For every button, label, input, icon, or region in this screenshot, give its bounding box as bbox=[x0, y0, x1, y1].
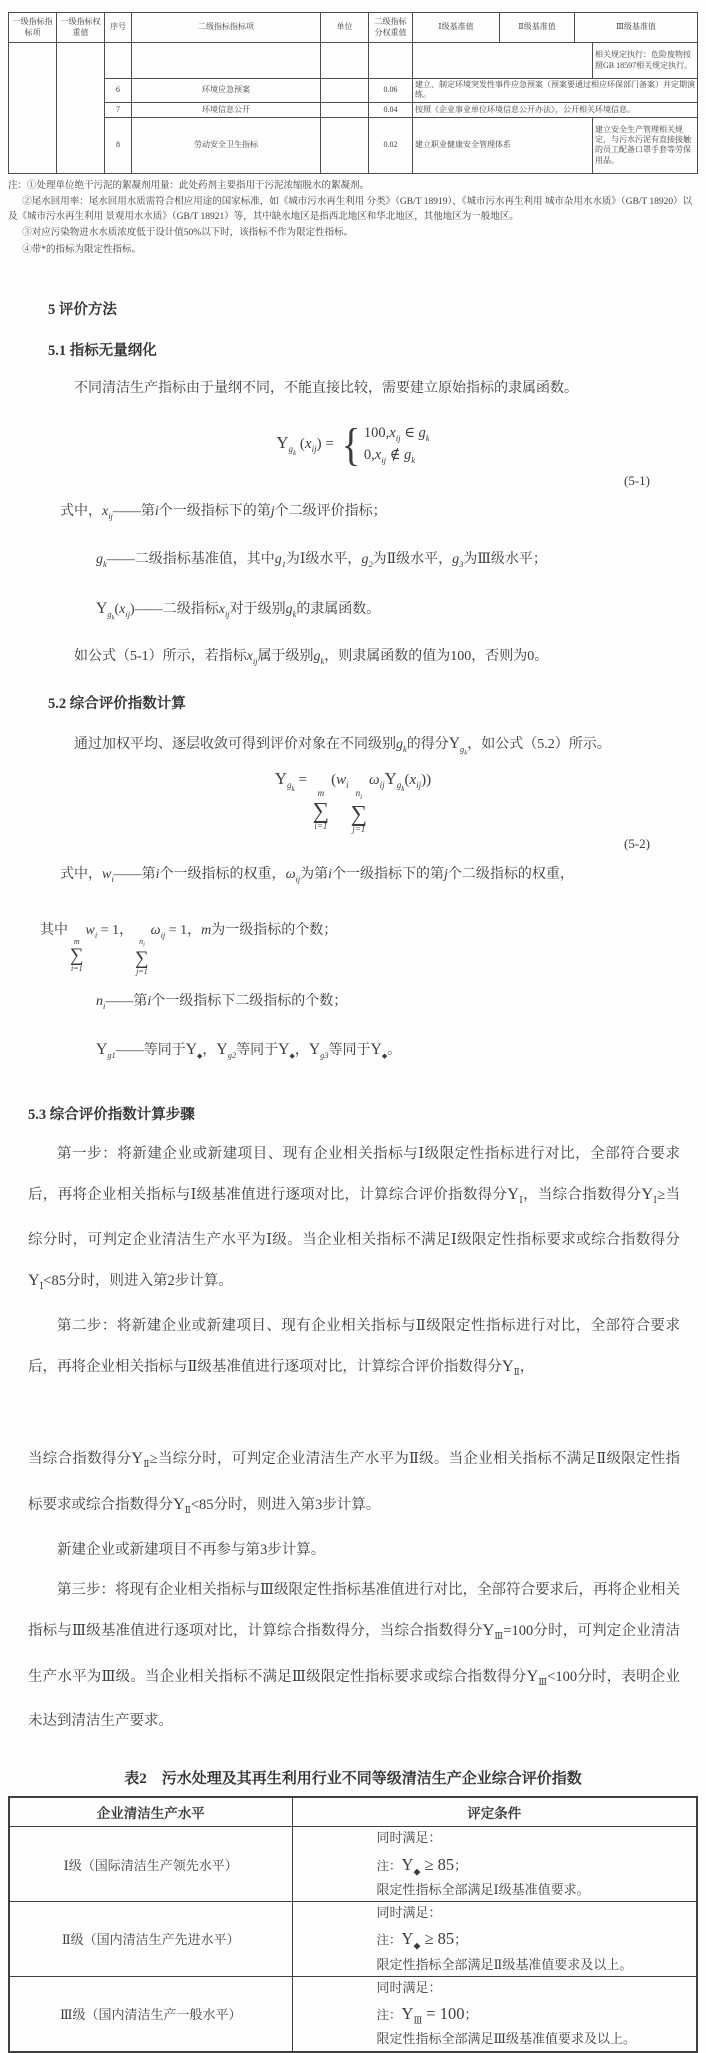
note-line-3: ③对应污染物进水水质浓度低于设计值50%以下时，该指标不作为限定性指标。 bbox=[22, 228, 354, 239]
note-line-4: ④带*的指标为限定性指标。 bbox=[22, 244, 142, 255]
evaluation-index-table bbox=[8, 1796, 698, 2052]
definition-gk: $g_k——$二级指标基准值，其中$g_1$为Ⅰ级水平，$g_2$为Ⅱ级水平，$g_3$为Ⅲ级水平； bbox=[96, 552, 547, 570]
cell-unit bbox=[321, 102, 369, 117]
cell-base12 bbox=[413, 43, 593, 79]
header-base-2: Ⅱ级基准值 bbox=[500, 13, 575, 43]
indicator-table bbox=[8, 12, 698, 174]
step-2-result-paragraph: 当综合指数得分$Y_Ⅱ\ge$当综分时，可判定企业清洁生产水平为Ⅱ级。当企业相关指标不满足Ⅱ级限定性指标要求或综合指数得分$Y_Ⅱ<85$分时，则进入第3步计算。 bbox=[28, 1448, 681, 1515]
condition-line-1: 同时满足： bbox=[376, 1905, 442, 1921]
definition-xij: 式中，$x_{ij}——$第i个一级指标下的第j个二级评价指标； bbox=[60, 503, 387, 521]
definition-membership-fn: $Y_{g_k}(x_{ij})——$二级指标$x_{ij}$对于级别$g_k$的隶属函数。 bbox=[96, 600, 381, 622]
step-2-paragraph: 第二步：将新建企业或新建项目、现有企业相关指标与Ⅱ级限定性指标进行对比，全部符合要求后，再将企业相关指标与Ⅱ级基准值进行逐项对比，计算综合评价指数得分$Y_Ⅱ$， bbox=[28, 1318, 680, 1377]
formula-5-1-label: (5-1) bbox=[624, 472, 650, 488]
table-notes bbox=[8, 179, 698, 258]
cell-level1-item bbox=[9, 43, 57, 174]
header-level2-weight: 二级指标分权重值 bbox=[369, 13, 413, 43]
cell-seq: 8 bbox=[105, 117, 132, 173]
cell-base: 建立、制定环境突发性事件应急预案（预案要通过相应环保部门备案）并定期演练。 bbox=[413, 79, 698, 103]
cell-seq: 6 bbox=[105, 79, 132, 103]
cell-base: 按照《企业事业单位环境信息公开办法》，公开相关环境信息。 bbox=[413, 102, 698, 117]
paragraph-5-1-conclusion: 如公式（5-1）所示，若指标$x_{ij}$属于级别$g_k$，则隶属函数的值为100，否则为0。 bbox=[74, 648, 549, 666]
header-level1-weight: 一级指标权重值 bbox=[57, 13, 105, 43]
paragraph-5-1-intro: 不同清洁生产指标由于量纲不同，不能直接比较，需要建立原始指标的隶属函数。 bbox=[74, 380, 578, 396]
paragraph-5-2-intro: 通过加权平均、逐层收敛可得到评价对象在不同级别$g_k$的得分$Y_{g_k}$，如公式（5.2）所示。 bbox=[74, 735, 611, 757]
step-1-paragraph: 第一步：将新建企业或新建项目、现有企业相关指标与Ⅰ级限定性指标进行对比，全部符合要求后，再将企业相关指标与Ⅰ级基准值进行逐项对比，计算综合评价指数得分$Y_Ⅰ$，当综合指数得分$Y_Ⅰ\ge$当综分时，可判定企业清洁生产水平为Ⅰ级。当企业相关指标不满足Ⅰ级限定性指标要求或综合指数得分$Y_Ⅰ<85$分时，则进入第2步计算。 bbox=[28, 1146, 680, 1292]
case-notin: $0,x_{ij}$ ∉ $g_k$ bbox=[363, 446, 416, 465]
table2-header-condition: 评定条件 bbox=[292, 1797, 697, 1827]
table2-condition-cell bbox=[292, 1902, 697, 1977]
definition-weight-sums: 其中 m ∑ i=1 $w_i = 1$， $n_i$ ∑ j=1 $\omega_{ij} = 1$，m为一级指标的个数； bbox=[40, 922, 338, 976]
section-5-3-heading: 5.3 综合评价指数计算步骤 bbox=[28, 1107, 195, 1124]
cell-base3: 相关规定执行：危险废物按照GB 18597相关规定执行。 bbox=[593, 43, 698, 79]
formula-5-2-label: (5-2) bbox=[624, 835, 650, 851]
cell-unit bbox=[321, 79, 369, 103]
table2-level-cell: Ⅲ级（国内清洁生产一般水平） bbox=[9, 1976, 292, 2051]
cell-weight bbox=[369, 43, 413, 79]
cell-item: 劳动安全卫生指标 bbox=[132, 117, 321, 173]
header-base-1: Ⅰ级基准值 bbox=[413, 13, 500, 43]
cell-weight: 0.04 bbox=[369, 102, 413, 117]
cases-brace: { bbox=[341, 418, 361, 470]
formula-5-1 bbox=[0, 413, 706, 487]
table2-header-level: 企业清洁生产水平 bbox=[9, 1797, 292, 1827]
condition-line-3: 限定性指标全部满足Ⅲ级基准值要求及以上。 bbox=[376, 2031, 637, 2047]
table-row-7 bbox=[9, 102, 698, 117]
definition-wi: 式中，$w_i——$第i个一级指标的权重，$\omega_{ij}$为第i个一级指标下的第j个二级指标的权重， bbox=[60, 866, 574, 884]
table2-condition-cell bbox=[292, 1827, 697, 1902]
table2-row-level2 bbox=[9, 1902, 697, 1977]
cell-unit bbox=[321, 43, 369, 79]
header-base-3: Ⅲ级基准值 bbox=[575, 13, 698, 43]
cell-seq: 7 bbox=[105, 102, 132, 117]
sum-over-j: $n_i$ ∑ j=1 bbox=[350, 788, 367, 834]
section-5-1-heading: 5.1 指标无量纲化 bbox=[48, 342, 157, 359]
cell-base12: 建立职业健康安全管理体系 bbox=[413, 117, 593, 173]
condition-line-3: 限定性指标全部满足Ⅰ级基准值要求。 bbox=[376, 1882, 590, 1898]
step-3-paragraph: 第三步：将现有企业相关指标与Ⅲ级限定性指标基准值进行对比，全部符合要求后，再将企业相关指标与Ⅲ级基准值进行逐项对比，计算综合指数得分，当综合指数得分$Y_Ⅲ=100$分时，可判定企业清洁生产水平为Ⅲ级。当企业相关指标不满足Ⅲ级限定性指标要求或综合指数得分$Y_Ⅲ<100$分时，表明企业未达到清洁生产要求。 bbox=[28, 1581, 680, 1730]
header-level2-item: 二级指标指标项 bbox=[132, 13, 321, 43]
note-line-2: ②尾水回用率：尾水回用水质需符合相应用途的国家标准，如《城市污水再生利用 分类》（GB/T 18919）、《城市污水再生利用 城市杂用水水质》（GB/T 18920）以及《城市污水再生利用 景观用水水质》（GB/T 18921）等，其中缺水地区是指西北地区和华北地区，其他地区为一般地区。 bbox=[8, 196, 693, 223]
condition-formula: 注：$Y_Ⅲ = 100$； bbox=[376, 2003, 478, 2026]
table2-level-cell: Ⅰ级（国际清洁生产领先水平） bbox=[9, 1827, 292, 1902]
table2-header-row bbox=[9, 1797, 697, 1827]
table-row-6 bbox=[9, 79, 698, 103]
formula-5-2-body: $Y_{g_k}$ = m ∑ i=1 ($w_i$ $n_i$ ∑ j=1 $\omega_{ij}Y_{g_k}(x_{ij})$) bbox=[274, 769, 432, 834]
condition-line-3: 限定性指标全部满足Ⅱ级基准值要求及以上。 bbox=[376, 1956, 633, 1972]
table2-row-level1 bbox=[9, 1827, 697, 1902]
sum-over-i: m ∑ i=1 bbox=[312, 788, 330, 832]
cell-item bbox=[132, 43, 321, 79]
definition-ni: $n_i——$第i个一级指标下二级指标的个数； bbox=[96, 993, 348, 1011]
indicator-table-header-row bbox=[9, 13, 698, 43]
cell-seq bbox=[105, 43, 132, 79]
table2-row-level3 bbox=[9, 1976, 697, 2051]
document-page bbox=[0, 12, 706, 2047]
table2-caption: 表2 污水处理及其再生利用行业不同等级清洁生产企业综合评价指数 bbox=[124, 1771, 582, 1788]
cell-weight: 0.02 bbox=[369, 117, 413, 173]
condition-line-1: 同时满足： bbox=[376, 1830, 442, 1846]
header-level1-item: 一级指标指标项 bbox=[9, 13, 57, 43]
condition-line-1: 同时满足： bbox=[376, 1979, 442, 1995]
cell-weight: 0.06 bbox=[369, 79, 413, 103]
table-row-continuation bbox=[9, 43, 698, 79]
header-unit: 单位 bbox=[321, 13, 369, 43]
formula-5-1-cases bbox=[364, 425, 430, 465]
table2-level-cell: Ⅱ级（国内清洁生产先进水平） bbox=[9, 1902, 292, 1977]
header-seq: 序号 bbox=[105, 13, 132, 43]
step-3-exclusion-note: 新建企业或新建项目不再参与第3步计算。 bbox=[57, 1541, 326, 1558]
section-5-2-heading: 5.2 综合评价指数计算 bbox=[48, 696, 186, 713]
section-5-heading: 5 评价方法 bbox=[48, 301, 117, 318]
condition-formula: 注：$Y_◆ \ge 85$； bbox=[376, 1929, 468, 1951]
cell-unit bbox=[321, 117, 369, 173]
condition-formula: 注：$Y_◆ \ge 85$； bbox=[376, 1854, 468, 1876]
case-in: $100,x_{ij}$ ∈ $g_k$ bbox=[363, 424, 430, 443]
cell-base3: 建立安全生产管理相关规定，与污水污泥有直接接触的员工配备口罩手套等劳保用品。 bbox=[593, 117, 698, 173]
table2-condition-cell bbox=[292, 1976, 697, 2051]
table-row-8 bbox=[9, 117, 698, 173]
cell-item: 环境信息公开 bbox=[132, 102, 321, 117]
formula-5-1-lhs: $Y_{g_k}$ $(x_{ij})$ = bbox=[276, 432, 334, 457]
note-line-1: 注：①处理单位绝干污泥的絮凝剂用量：此处药剂主要指用于污泥浓缩脱水的絮凝剂。 bbox=[8, 180, 370, 191]
cell-item: 环境应急预案 bbox=[132, 79, 321, 103]
definition-yg-equivalence: $Y_{g1}——$等同于$Y_◆$，$Y_{g2}$等同于$Y_◆$，$Y_{g3}$等同于$Y_◆$。 bbox=[96, 1041, 402, 1061]
cell-level1-weight bbox=[57, 43, 105, 174]
formula-5-2 bbox=[0, 770, 706, 850]
